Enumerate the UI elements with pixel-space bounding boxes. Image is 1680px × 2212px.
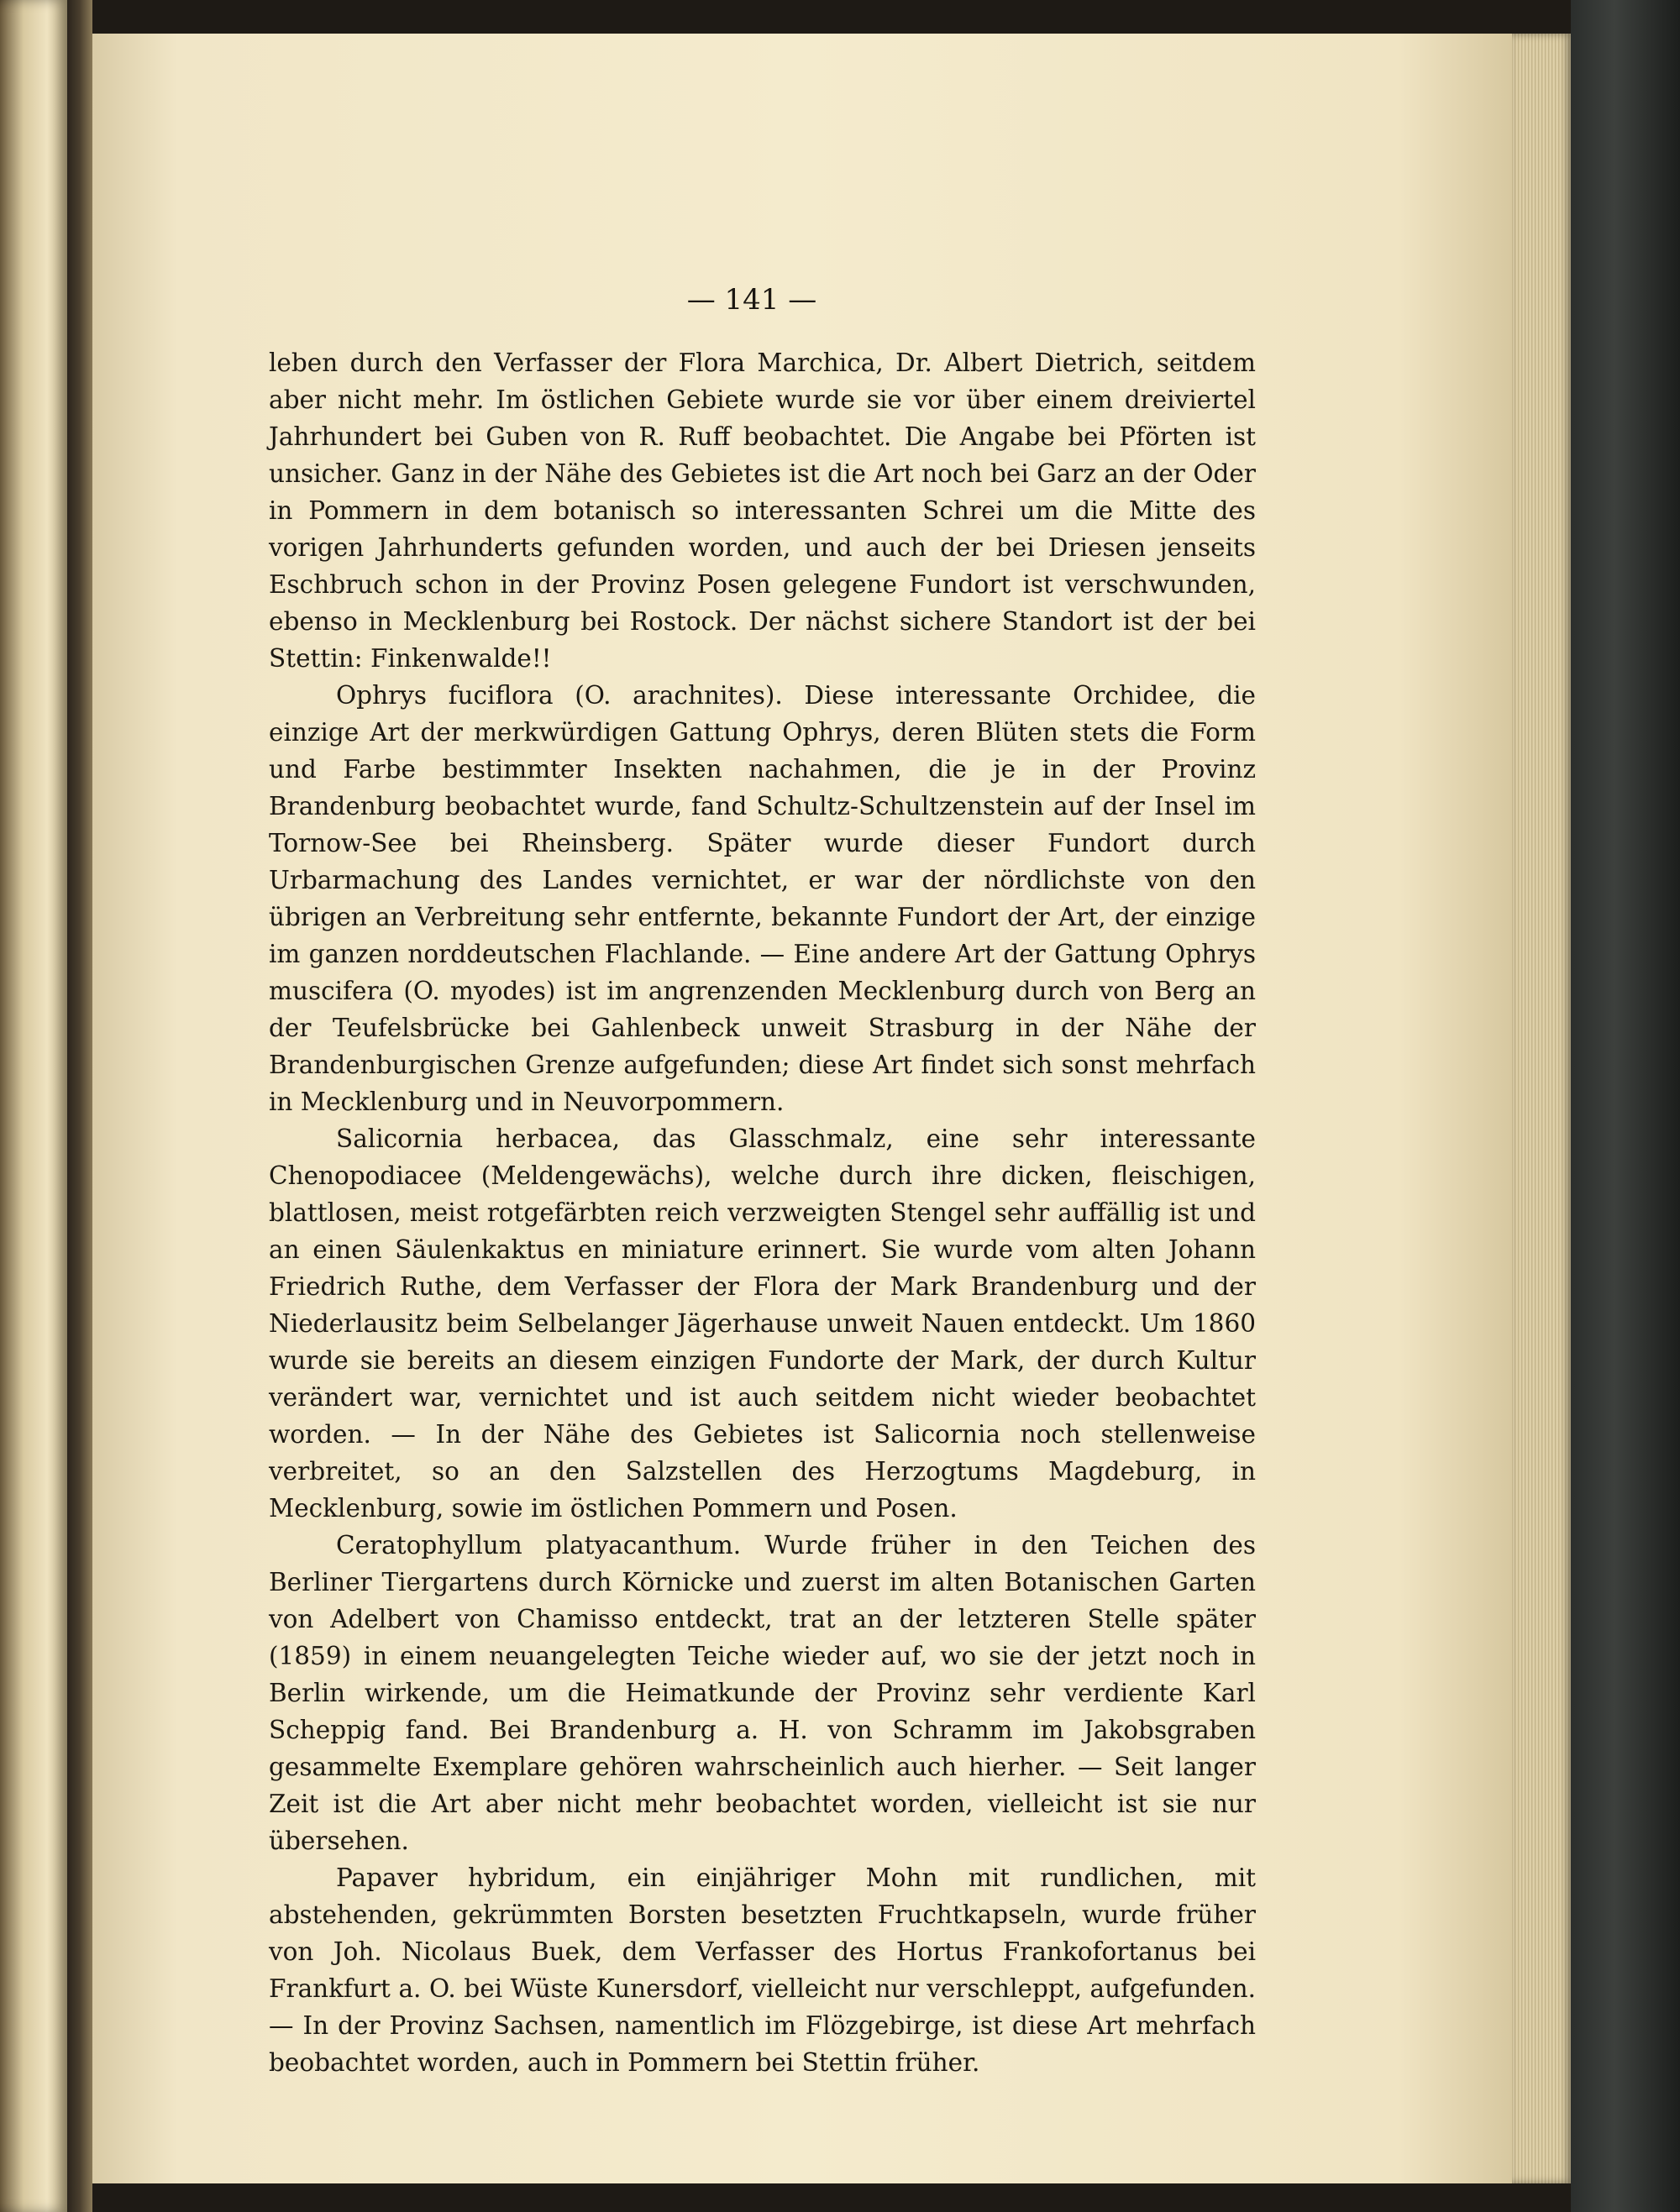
book-cover xyxy=(1571,0,1680,2212)
page-stack-edge xyxy=(1512,34,1571,2183)
paragraph: Ophrys fuciflora (O. arachnites). Diese interessante Orchidee, die einzige Art der merkwürdigen Gattung Ophrys, deren Blüten stets die Form und Farbe bestimmter Insekten nachahmen, die je in der Provinz Brandenburg beobachtet wurde, fand Schultz-Schultzenstein auf der Insel im Tornow-See bei Rheinsberg. Später wurde dieser Fundort durch Urbarmachung des Landes vernichtet, er war der nördlichste von den übrigen an Verbreitung sehr entfernte, bekannte Fundort der Art, der einzige im ganzen norddeutschen Flachlande. — Eine andere Art der Gattung Ophrys muscifera (O. myodes) ist im angrenzenden Mecklenburg durch von Berg an der Teufelsbrücke bei Gahlenbeck unweit Strasburg in der Nähe der Brandenburgischen Grenze aufgefunden; diese Art findet sich sonst mehrfach in Mecklenburg und in Neuvorpommern. xyxy=(269,681,1256,1116)
paragraph: leben durch den Verfasser der Flora Marchica, Dr. Albert Dietrich, seitdem aber nicht mehr. Im östlichen Gebiete wurde sie vor über einem dreiviertel Jahrhundert bei Guben von R. Ruff beobachtet. Die Angabe bei Pförten ist unsicher. Ganz in der Nähe des Gebietes ist die Art noch bei Garz an der Oder in Pommern in dem botanisch so interessanten Schrei um die Mitte des vorigen Jahrhunderts gefunden worden, und auch der bei Driesen jenseits Eschbruch schon in der Provinz Posen gelegene Fundort ist verschwunden, ebenso in Mecklenburg bei Rostock. Der nächst sichere Standort ist der bei Stettin: Finkenwalde!! xyxy=(269,349,1256,673)
page-header: — 141 — xyxy=(686,283,817,317)
paragraph: Papaver hybridum, ein einjähriger Mohn mit rundlichen, mit abstehenden, gekrümmten Borsten besetzten Fruchtkapseln, wurde früher von Joh. Nicolaus Buek, dem Verfasser des Hortus Frankofortanus bei Frankfurt a. O. bei Wüste Kunersdorf, vielleicht nur verschleppt, aufgefunden. — In der Provinz Sachsen, namentlich im Flözgebirge, ist diese Art mehrfach beobachtet worden, auch in Pommern bei Stettin früher. xyxy=(269,1863,1256,2077)
body-text xyxy=(269,344,1256,2081)
paragraph: Ceratophyllum platyacanthum. Wurde früher in den Teichen des Berliner Tiergartens durch Körnicke und zuerst im alten Botanischen Garten von Adelbert von Chamisso entdeckt, trat an der letzteren Stelle später (1859) in einem neuangelegten Teiche wieder auf, wo sie der jetzt noch in Berlin wirkende, um die Heimatkunde der Provinz sehr verdiente Karl Scheppig fand. Bei Brandenburg a. H. von Schramm im Jakobsgraben gesammelte Exemplare gehören wahrscheinlich auch hierher. — Seit langer Zeit ist die Art aber nicht mehr beobachtet worden, vielleicht ist sie nur übersehen. xyxy=(269,1531,1256,1855)
book-gutter xyxy=(67,0,92,2212)
paragraph: Salicornia herbacea, das Glasschmalz, eine sehr interessante Chenopodiacee (Meldengewächs), welche durch ihre dicken, fleischigen, blattlosen, meist rotgefärbten reich verzweigten Stengel sehr auffällig ist und an einen Säulenkaktus en miniature erinnert. Sie wurde vom alten Johann Friedrich Ruthe, dem Verfasser der Flora der Mark Brandenburg und der Niederlausitz beim Selbelanger Jägerhause unweit Nauen entdeckt. Um 1860 wurde sie bereits an diesem einzigen Fundorte der Mark, der durch Kultur verändert war, vernichtet und ist auch seitdem nicht wieder beobachtet worden. — In der Nähe des Gebietes ist Salicornia noch stellenweise verbreitet, so an den Salzstellen des Herzogtums Magdeburg, in Mecklenburg, sowie im östlichen Pommern und Posen. xyxy=(269,1124,1256,1523)
left-page-edge xyxy=(0,0,67,2212)
